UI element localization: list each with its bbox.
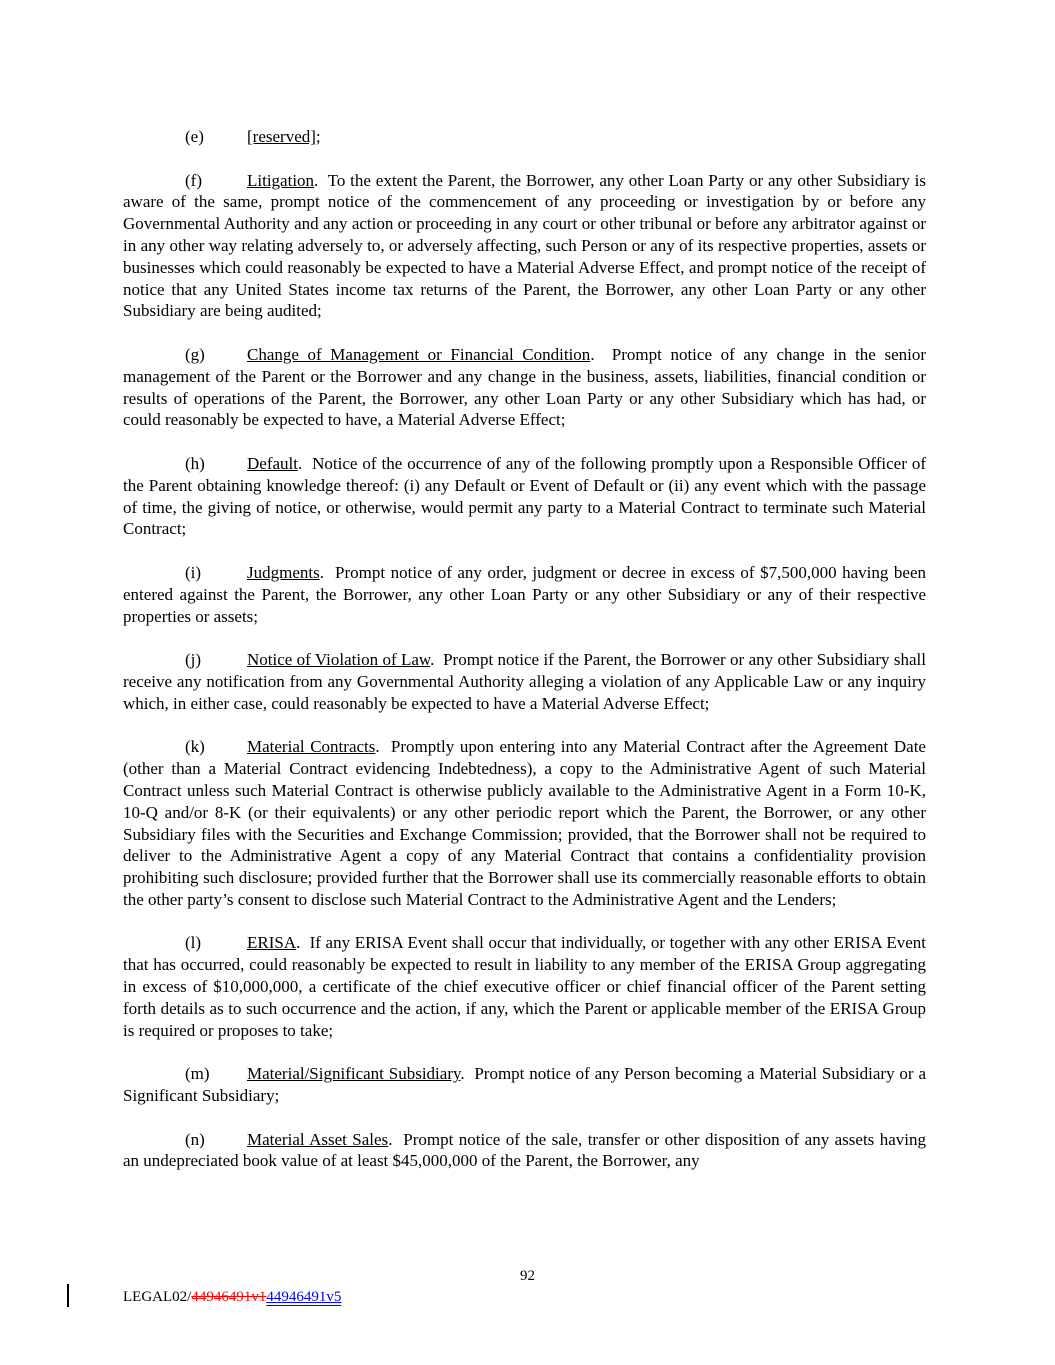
paragraph-heading: Material Contracts bbox=[247, 737, 376, 757]
paragraph-n bbox=[123, 1129, 926, 1173]
paragraph-body: . To the extent the Parent, the Borrower, any other Loan Party or any other Subsidiary is aware of the same, prompt notice of the commencement of any proceeding or investigation by or before any Governmental Authority and any action or proceeding in any court or other tribunal or before any arbitrator against or in any other way relating adversely to, or adversely affecting, such Person or any of its respective properties, assets or businesses which could reasonably be expected to have a Material Adverse Effect, and prompt notice of the receipt of notice that any United States income tax returns of the Parent, the Borrower, any other Loan Party or any other Subsidiary are being audited; bbox=[123, 170, 926, 321]
paragraph-body: ; bbox=[315, 127, 321, 146]
paragraph-h bbox=[123, 453, 926, 540]
paragraph-heading: Material Asset Sales bbox=[247, 1129, 389, 1149]
footer-inserted-version: 44946491v5 bbox=[266, 1289, 342, 1305]
paragraph-body: . Prompt notice of the sale, transfer or other disposition of any assets having an undepreciated book value of at least $45,000,000 of the Parent, the Borrower, any bbox=[123, 1129, 926, 1171]
footer-deleted-version: 44946491v1 bbox=[191, 1289, 267, 1305]
paragraph-heading: Default bbox=[247, 453, 298, 473]
paragraph-heading: [reserved] bbox=[247, 127, 316, 146]
paragraph-heading: ERISA bbox=[247, 933, 297, 953]
paragraph-m bbox=[123, 1063, 926, 1107]
paragraph-label: (m) bbox=[185, 1064, 210, 1084]
footer bbox=[123, 1287, 341, 1307]
paragraph-label: (f) bbox=[185, 170, 202, 190]
paragraph-label: (h) bbox=[185, 453, 205, 473]
paragraph-heading: Litigation bbox=[247, 170, 315, 190]
paragraph-j bbox=[123, 649, 926, 714]
paragraph-body: . Promptly upon entering into any Material Contract after the Agreement Date (other than a Material Contract evidencing Indebtedness), a copy to the Administrative Agent of such Material Contract unless such Material Contract is otherwise publicly available to the Administrative Agent in a Form 10-K, 10-Q and/or 8-K (or their equivalents) or any other periodic report which the Parent, the Borrower, or any other Subsidiary files with the Securities and Exchange Commission; provided, that the Borrower shall not be required to deliver to the Administrative Agent a copy of any Material Contract that contains a confidentiality provision prohibiting such disclosure; provided further that the Borrower shall use its commercially reasonable efforts to obtain the other party’s consent to disclose such Material Contract to the Administrative Agent and the Lenders; bbox=[123, 737, 926, 909]
paragraph-label: (n) bbox=[185, 1129, 205, 1149]
paragraph-heading: Change of Management or Financial Condition bbox=[247, 344, 591, 364]
paragraph-label: (g) bbox=[185, 344, 205, 364]
paragraph-l bbox=[123, 932, 926, 1041]
document-body bbox=[123, 126, 926, 1172]
paragraph-label: (l) bbox=[185, 933, 202, 953]
paragraph-body: . Prompt notice if the Parent, the Borrower or any other Subsidiary shall receive any notification from any Governmental Authority alleging a violation of any Applicable Law or any inquiry which, in either case, could reasonably be expected to have a Material Adverse Effect; bbox=[123, 650, 926, 713]
paragraph-body: . Prompt notice of any Person becoming a Material Subsidiary or a Significant Subsidiary; bbox=[123, 1064, 926, 1106]
paragraph-e bbox=[123, 126, 926, 148]
paragraph-label: (e) bbox=[185, 127, 204, 146]
paragraph-label: (i) bbox=[185, 562, 202, 582]
footer-prefix: LEGAL02/ bbox=[123, 1289, 192, 1305]
paragraph-heading: Judgments bbox=[247, 562, 320, 582]
paragraph-i bbox=[123, 562, 926, 627]
paragraph-body: . Prompt notice of any change in the senior management of the Parent or the Borrower and any change in the business, assets, liabilities, financial condition or results of operations of the Parent, the Borrower, any other Loan Party or any other Subsidiary which has had, or could reasonably be expected to have, a Material Adverse Effect; bbox=[123, 344, 927, 430]
page-number: 92 bbox=[520, 1268, 535, 1284]
paragraph-k bbox=[123, 736, 926, 910]
paragraph-g bbox=[123, 344, 926, 431]
paragraph-body: . Notice of the occurrence of any of the following promptly upon a Responsible Officer of the Parent obtaining knowledge thereof: (i) any Default or Event of Default or (ii) any event which with the passage of time, the giving of notice, or otherwise, would permit any party to a Material Contract to terminate such Material Contract; bbox=[123, 453, 926, 539]
paragraph-heading: Notice of Violation of Law bbox=[247, 650, 431, 670]
paragraph-label: (j) bbox=[185, 650, 202, 670]
paragraph-heading: Material/Significant Subsidiary bbox=[247, 1064, 461, 1084]
paragraph-body: . If any ERISA Event shall occur that individually, or together with any other ERISA Event that has occurred, could reasonably be expected to result in liability to any member of the ERISA Group aggregating in excess of $10,000,000, a certificate of the chief executive officer or chief financial officer of the Parent setting forth details as to such occurrence and the action, if any, which the Parent or applicable member of the ERISA Group is required or proposes to take; bbox=[123, 933, 926, 1040]
paragraph-body: . Prompt notice of any order, judgment or decree in excess of $7,500,000 having been entered against the Parent, the Borrower, any other Loan Party or any other Subsidiary or any of their respective properties or assets; bbox=[123, 562, 926, 626]
change-bar bbox=[67, 1284, 69, 1307]
paragraph-f bbox=[123, 170, 926, 323]
paragraph-label: (k) bbox=[185, 737, 205, 757]
